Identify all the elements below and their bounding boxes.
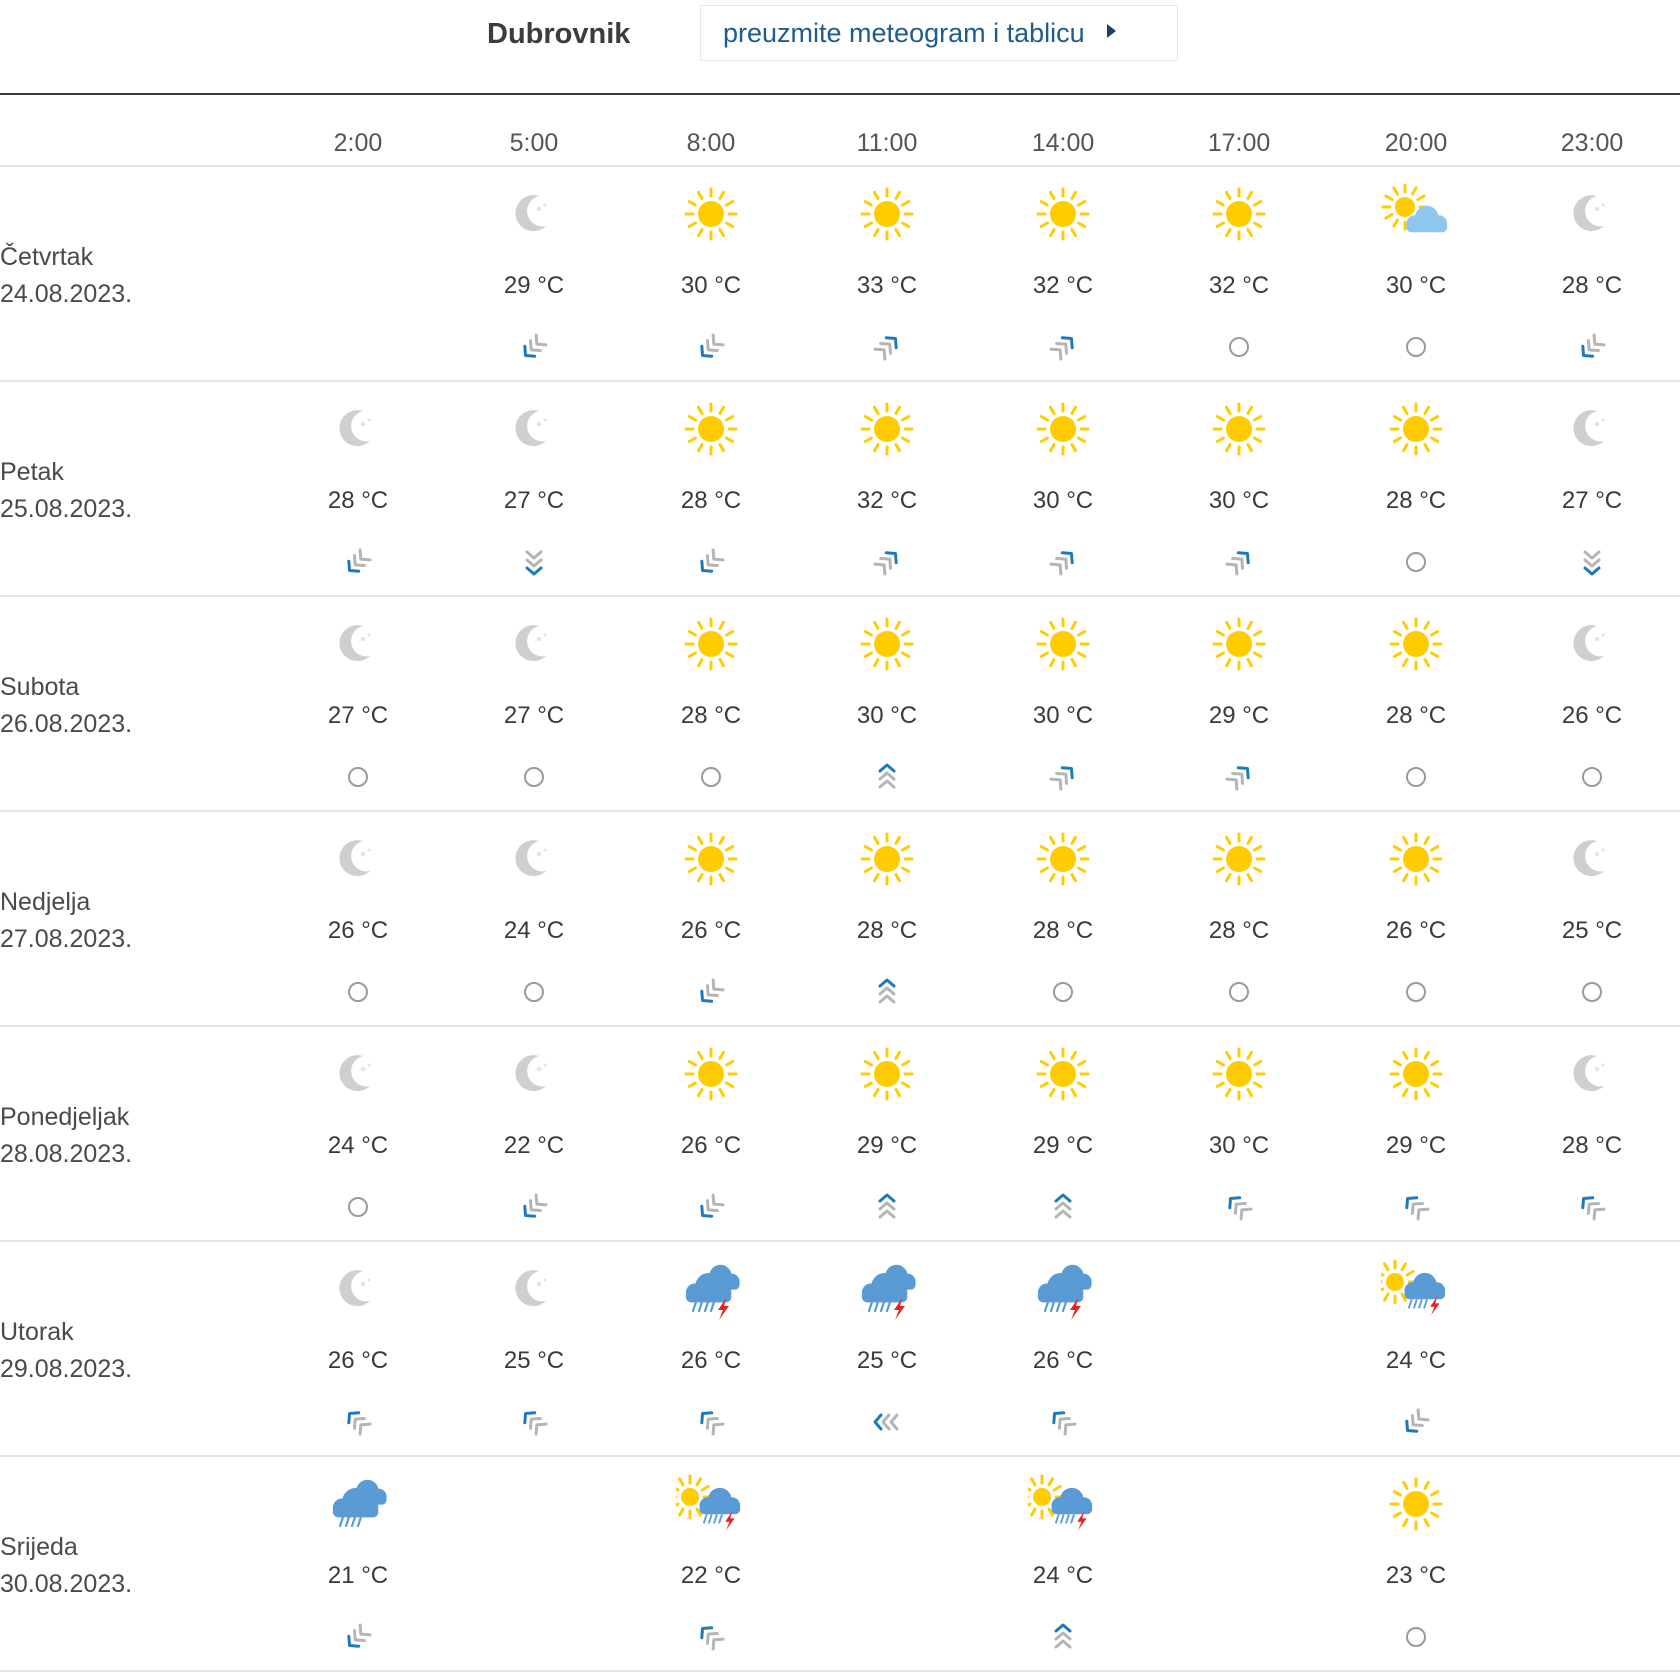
sun-icon xyxy=(1028,1039,1098,1109)
temperature-value: 26 °C xyxy=(1385,917,1447,944)
wind-northeast-icon xyxy=(1043,757,1083,797)
sun-icon xyxy=(1204,609,1274,679)
forecast-cell xyxy=(283,1242,433,1452)
moon-icon xyxy=(1557,1039,1627,1109)
forecast-cell xyxy=(1517,812,1667,1022)
thunderstorm-icon xyxy=(1028,1254,1098,1324)
forecast-cell xyxy=(812,1027,962,1237)
wind-southwest-icon xyxy=(338,1617,378,1657)
temperature-value: 28 °C xyxy=(1385,702,1447,729)
day-row xyxy=(0,382,1680,597)
temperature-value: 33 °C xyxy=(856,272,918,299)
forecast-cell xyxy=(1341,1457,1491,1667)
day-label xyxy=(0,1314,132,1388)
wind-southwest-icon xyxy=(1572,327,1612,367)
temperature-value: 30 °C xyxy=(1032,487,1094,514)
wind-northeast-icon xyxy=(1219,757,1259,797)
moon-icon xyxy=(499,1039,569,1109)
moon-icon xyxy=(499,824,569,894)
day-name: Petak xyxy=(0,458,64,486)
calm-icon xyxy=(1396,757,1436,797)
sun-icon xyxy=(852,1039,922,1109)
temperature-value: 32 °C xyxy=(856,487,918,514)
day-date: 30.08.2023. xyxy=(0,1570,133,1598)
calm-icon xyxy=(1396,327,1436,367)
sun-icon xyxy=(676,394,746,464)
forecast-cell xyxy=(636,1457,786,1667)
temperature-value: 24 °C xyxy=(1385,1347,1447,1374)
wind-south-icon xyxy=(514,542,554,582)
moon-icon xyxy=(499,609,569,679)
day-date: 27.08.2023. xyxy=(0,925,133,953)
wind-northwest-icon xyxy=(514,1402,554,1442)
sun-icon xyxy=(1381,1039,1451,1109)
moon-icon xyxy=(1557,609,1627,679)
day-row xyxy=(0,1242,1680,1457)
day-row xyxy=(0,597,1680,812)
temperature-value: 30 °C xyxy=(1208,487,1270,514)
calm-icon xyxy=(1396,972,1436,1012)
wind-north-icon xyxy=(1043,1187,1083,1227)
temperature-value: 29 °C xyxy=(503,272,565,299)
wind-northeast-icon xyxy=(1043,327,1083,367)
temperature-value: 24 °C xyxy=(1032,1562,1094,1589)
calm-icon xyxy=(1043,972,1083,1012)
day-date: 24.08.2023. xyxy=(0,280,133,308)
day-date: 26.08.2023. xyxy=(0,710,133,738)
sun-cloud-icon xyxy=(1381,179,1451,249)
calm-icon xyxy=(1219,327,1259,367)
temperature-value: 24 °C xyxy=(327,1132,389,1159)
forecast-cell xyxy=(988,167,1138,377)
temperature-value: 28 °C xyxy=(856,917,918,944)
temperature-value: 27 °C xyxy=(503,702,565,729)
moon-icon xyxy=(499,394,569,464)
wind-northwest-icon xyxy=(1572,1187,1612,1227)
forecast-header xyxy=(0,0,1680,95)
forecast-cell xyxy=(1517,597,1667,807)
moon-icon xyxy=(1557,394,1627,464)
calm-icon xyxy=(1396,1617,1436,1657)
sun-icon xyxy=(1204,394,1274,464)
forecast-cell xyxy=(636,1242,786,1452)
sun-icon xyxy=(852,179,922,249)
forecast-cell xyxy=(1341,1027,1491,1237)
temperature-value: 25 °C xyxy=(856,1347,918,1374)
day-label xyxy=(0,884,132,958)
sun-icon xyxy=(676,179,746,249)
time-header-3: 11:00 xyxy=(856,129,918,157)
day-date: 28.08.2023. xyxy=(0,1140,133,1168)
forecast-cell xyxy=(283,1027,433,1237)
sun-icon xyxy=(676,824,746,894)
sun-icon xyxy=(1381,609,1451,679)
wind-southwest-icon xyxy=(691,972,731,1012)
moon-icon xyxy=(499,1254,569,1324)
wind-southwest-icon xyxy=(691,327,731,367)
wind-northwest-icon xyxy=(1043,1402,1083,1442)
time-header-0: 2:00 xyxy=(333,129,383,157)
day-name: Srijeda xyxy=(0,1533,78,1561)
sun-icon xyxy=(676,1039,746,1109)
forecast-cell xyxy=(636,1027,786,1237)
moon-icon xyxy=(323,824,393,894)
temperature-value: 28 °C xyxy=(1208,917,1270,944)
time-header-2: 8:00 xyxy=(686,129,736,157)
calm-icon xyxy=(1572,972,1612,1012)
forecast-cell xyxy=(988,1242,1138,1452)
moon-icon xyxy=(1557,824,1627,894)
forecast-cell xyxy=(1164,167,1314,377)
temperature-value: 27 °C xyxy=(1561,487,1623,514)
forecast-cell xyxy=(1341,597,1491,807)
forecast-cell xyxy=(988,812,1138,1022)
forecast-cell xyxy=(1517,1027,1667,1237)
forecast-cell xyxy=(459,167,609,377)
forecast-cell xyxy=(1164,812,1314,1022)
day-name: Ponedjeljak xyxy=(0,1103,130,1131)
forecast-cell xyxy=(636,597,786,807)
forecast-cell xyxy=(988,1457,1138,1667)
temperature-value: 30 °C xyxy=(1208,1132,1270,1159)
forecast-cell xyxy=(1341,1242,1491,1452)
wind-southwest-icon xyxy=(1396,1402,1436,1442)
moon-icon xyxy=(499,179,569,249)
wind-southwest-icon xyxy=(338,542,378,582)
temperature-value: 29 °C xyxy=(1208,702,1270,729)
wind-northeast-icon xyxy=(1219,542,1259,582)
download-meteogram-button[interactable] xyxy=(700,5,1178,61)
forecast-cell xyxy=(459,812,609,1022)
temperature-value: 28 °C xyxy=(327,487,389,514)
moon-icon xyxy=(1557,179,1627,249)
day-label xyxy=(0,239,132,313)
wind-northwest-icon xyxy=(338,1402,378,1442)
day-date: 25.08.2023. xyxy=(0,495,133,523)
temperature-value: 30 °C xyxy=(1032,702,1094,729)
temperature-value: 32 °C xyxy=(1208,272,1270,299)
forecast-cell xyxy=(1517,382,1667,592)
temperature-value: 25 °C xyxy=(1561,917,1623,944)
day-name: Nedjelja xyxy=(0,888,91,916)
wind-southwest-icon xyxy=(514,327,554,367)
forecast-cell xyxy=(283,382,433,592)
temperature-value: 28 °C xyxy=(1032,917,1094,944)
sun-thunderstorm-icon xyxy=(676,1469,746,1539)
temperature-value: 29 °C xyxy=(856,1132,918,1159)
day-date: 29.08.2023. xyxy=(0,1355,133,1383)
wind-north-icon xyxy=(867,1187,907,1227)
temperature-value: 23 °C xyxy=(1385,1562,1447,1589)
sun-icon xyxy=(1204,179,1274,249)
row-divider xyxy=(0,1670,1680,1672)
time-header-7: 23:00 xyxy=(1560,129,1624,157)
thunderstorm-icon xyxy=(852,1254,922,1324)
temperature-value: 28 °C xyxy=(680,702,742,729)
forecast-cell xyxy=(459,1027,609,1237)
day-label xyxy=(0,669,132,743)
wind-northwest-icon xyxy=(1396,1187,1436,1227)
temperature-value: 26 °C xyxy=(680,917,742,944)
forecast-cell xyxy=(1341,382,1491,592)
temperature-value: 26 °C xyxy=(327,1347,389,1374)
temperature-value: 28 °C xyxy=(1385,487,1447,514)
temperature-value: 27 °C xyxy=(327,702,389,729)
temperature-value: 22 °C xyxy=(503,1132,565,1159)
sun-icon xyxy=(852,609,922,679)
day-label xyxy=(0,1099,132,1173)
day-label xyxy=(0,1529,132,1603)
forecast-cell xyxy=(812,167,962,377)
wind-northwest-icon xyxy=(691,1617,731,1657)
sun-icon xyxy=(1028,179,1098,249)
forecast-cell xyxy=(459,1242,609,1452)
day-label xyxy=(0,454,132,528)
calm-icon xyxy=(338,1187,378,1227)
temperature-value: 26 °C xyxy=(1032,1347,1094,1374)
sun-icon xyxy=(1381,394,1451,464)
calm-icon xyxy=(1572,757,1612,797)
time-header-6: 20:00 xyxy=(1384,129,1448,157)
calm-icon xyxy=(338,757,378,797)
sun-icon xyxy=(1204,824,1274,894)
city-name: Dubrovnik xyxy=(487,18,631,50)
wind-northeast-icon xyxy=(1043,542,1083,582)
forecast-cell xyxy=(459,382,609,592)
temperature-value: 26 °C xyxy=(1561,702,1623,729)
day-row xyxy=(0,812,1680,1027)
moon-icon xyxy=(323,609,393,679)
sun-thunderstorm-icon xyxy=(1381,1254,1451,1324)
sun-icon xyxy=(852,394,922,464)
day-row xyxy=(0,1027,1680,1242)
forecast-cell xyxy=(459,597,609,807)
temperature-value: 27 °C xyxy=(503,487,565,514)
wind-northeast-icon xyxy=(867,327,907,367)
temperature-value: 26 °C xyxy=(680,1132,742,1159)
calm-icon xyxy=(514,972,554,1012)
forecast-cell xyxy=(988,382,1138,592)
forecast-cell xyxy=(812,812,962,1022)
day-row xyxy=(0,1457,1680,1672)
calm-icon xyxy=(514,757,554,797)
forecast-cell xyxy=(812,1242,962,1452)
time-header-4: 14:00 xyxy=(1031,129,1095,157)
temperature-value: 29 °C xyxy=(1385,1132,1447,1159)
sun-icon xyxy=(676,609,746,679)
temperature-value: 22 °C xyxy=(680,1562,742,1589)
forecast-cell xyxy=(812,597,962,807)
download-meteogram-label: preuzmite meteogram i tablicu xyxy=(723,17,1085,48)
temperature-value: 25 °C xyxy=(503,1347,565,1374)
day-name: Utorak xyxy=(0,1318,74,1346)
sun-icon xyxy=(1028,609,1098,679)
forecast-cell xyxy=(988,1027,1138,1237)
moon-icon xyxy=(323,1254,393,1324)
temperature-value: 30 °C xyxy=(680,272,742,299)
sun-icon xyxy=(1381,824,1451,894)
temperature-value: 24 °C xyxy=(503,917,565,944)
sun-icon xyxy=(852,824,922,894)
sun-icon xyxy=(1381,1469,1451,1539)
calm-icon xyxy=(691,757,731,797)
temperature-value: 21 °C xyxy=(327,1562,389,1589)
forecast-cell xyxy=(283,812,433,1022)
moon-icon xyxy=(323,394,393,464)
wind-north-icon xyxy=(867,972,907,1012)
temperature-value: 32 °C xyxy=(1032,272,1094,299)
wind-southwest-icon xyxy=(691,542,731,582)
wind-north-icon xyxy=(1043,1617,1083,1657)
wind-southwest-icon xyxy=(514,1187,554,1227)
time-header-1: 5:00 xyxy=(509,129,559,157)
temperature-value: 28 °C xyxy=(1561,1132,1623,1159)
forecast-cell xyxy=(1164,597,1314,807)
day-name: Subota xyxy=(0,673,80,701)
forecast-cell xyxy=(1517,167,1667,377)
wind-north-icon xyxy=(867,757,907,797)
temperature-value: 26 °C xyxy=(327,917,389,944)
forecast-cell xyxy=(812,382,962,592)
temperature-value: 28 °C xyxy=(1561,272,1623,299)
play-arrow-icon xyxy=(1107,24,1116,38)
calm-icon xyxy=(338,972,378,1012)
temperature-value: 30 °C xyxy=(856,702,918,729)
forecast-cell xyxy=(1164,382,1314,592)
time-header-5: 17:00 xyxy=(1207,129,1271,157)
sun-icon xyxy=(1028,824,1098,894)
moon-icon xyxy=(323,1039,393,1109)
forecast-cell xyxy=(636,812,786,1022)
rain-cloud-icon xyxy=(323,1469,393,1539)
forecast-cell xyxy=(1341,167,1491,377)
forecast-cell xyxy=(283,1457,433,1667)
forecast-cell xyxy=(1341,812,1491,1022)
wind-northwest-icon xyxy=(691,1402,731,1442)
day-name: Četvrtak xyxy=(0,243,94,271)
forecast-cell xyxy=(636,167,786,377)
day-row xyxy=(0,167,1680,382)
wind-northwest-icon xyxy=(1219,1187,1259,1227)
temperature-value: 29 °C xyxy=(1032,1132,1094,1159)
thunderstorm-icon xyxy=(676,1254,746,1324)
forecast-cell xyxy=(988,597,1138,807)
wind-southwest-icon xyxy=(691,1187,731,1227)
sun-icon xyxy=(1204,1039,1274,1109)
calm-icon xyxy=(1396,542,1436,582)
temperature-value: 28 °C xyxy=(680,487,742,514)
sun-icon xyxy=(1028,394,1098,464)
wind-west-icon xyxy=(867,1402,907,1442)
temperature-value: 30 °C xyxy=(1385,272,1447,299)
wind-south-icon xyxy=(1572,542,1612,582)
wind-northeast-icon xyxy=(867,542,907,582)
forecast-cell xyxy=(283,597,433,807)
sun-thunderstorm-icon xyxy=(1028,1469,1098,1539)
temperature-value: 26 °C xyxy=(680,1347,742,1374)
calm-icon xyxy=(1219,972,1259,1012)
forecast-cell xyxy=(1164,1027,1314,1237)
time-header-row xyxy=(0,95,1680,165)
forecast-cell xyxy=(636,382,786,592)
